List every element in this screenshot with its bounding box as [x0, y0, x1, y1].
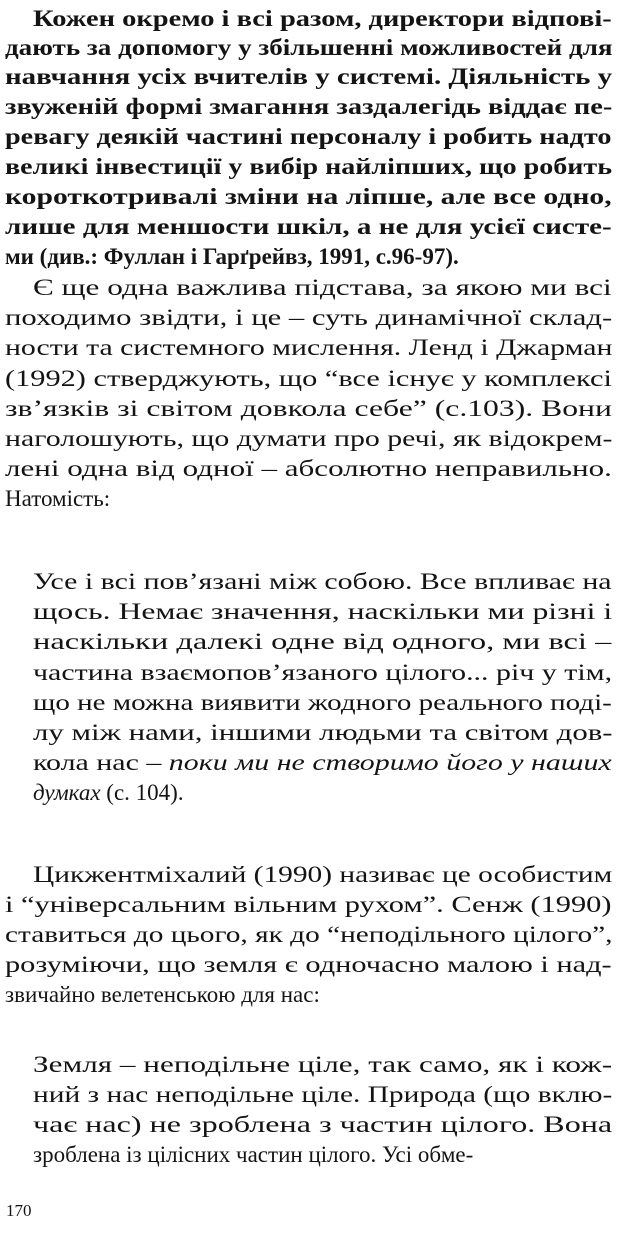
- text-line: ревагу деякій частині персоналу і робить надто: [5, 124, 612, 149]
- text-line: зв’язків зі світом довкола себе” (с.103). Вони: [5, 396, 612, 421]
- quote-line: Усе і всі пов’язані між собою. Все впливає на: [33, 569, 612, 594]
- quote-line: чає нас) не зроблена з частин цілого. Вона: [33, 1112, 613, 1137]
- text-line: Є ще одна важлива підстава, за якою ми всі: [33, 275, 612, 300]
- quote-line: що не можна виявити жодного реального поді-: [33, 690, 612, 715]
- text-line: навчання усіх вчителів у системі. Діяльність у: [5, 64, 613, 89]
- quote-text: кола нас –: [33, 750, 169, 775]
- quote-line: наскільки далекі одне від одного, ми всі –: [33, 629, 612, 654]
- quote-line: зроблена із цілісних частин цілого. Усі обме-: [33, 1142, 474, 1167]
- text-line: і “універсальним вільним рухом”. Сенж (1990): [5, 892, 612, 917]
- text-line: звуженій формі змагання заздалегідь віддає пе-: [5, 94, 613, 119]
- quote-line: частина взаємопов’язаного цілого... річ у тім,: [33, 660, 613, 685]
- page-number: 170: [6, 1201, 32, 1220]
- text-line: Цикжентміхалий (1990) називає це особистим: [33, 862, 613, 887]
- quote-citation: (с. 104).: [100, 780, 184, 805]
- quote-line: [33, 748, 612, 778]
- text-line: дають за допомогу у збільшенні можливостей для: [5, 35, 613, 60]
- text-line: походимо звідти, і це – суть динамічної склад-: [5, 305, 613, 330]
- text-line: розуміючи, що земля є одночасно малою і над-: [5, 952, 612, 977]
- text-line: ности та системного мислення. Ленд і Джарман: [5, 335, 613, 360]
- quote-italic-text: поки ми не створимо його у наших: [168, 750, 612, 775]
- quote-line: щось. Немає значення, наскільки ми різні і: [33, 599, 613, 624]
- text-line: лише для меншости шкіл, а не для усієї систе-: [5, 214, 612, 239]
- quote-line: ний з нас неподільне ціле. Природа (що вклю-: [33, 1082, 613, 1107]
- text-line: короткотривалі зміни на ліпше, але все одно,: [5, 184, 612, 209]
- text-line: наголошують, що думати про речі, як відокрем-: [5, 426, 613, 451]
- quote-line: [33, 778, 184, 808]
- text-line: великі інвестиції у вибір найліпших, що робить: [5, 154, 613, 179]
- text-line: Натомість:: [5, 486, 111, 511]
- text-line: Кожен окремо і всі разом, директори відпові-: [33, 6, 612, 31]
- text-line: ставиться до цього, як до “неподільного цілого”,: [5, 922, 613, 947]
- text-line: ми (див.: Фуллан і Гарґрейвз, 1991, с.96-97).: [5, 244, 459, 269]
- quote-line: лу між нами, іншими людьми та світом дов-: [33, 720, 613, 745]
- text-line: (1992) стверджують, що “все існує у комплексі: [5, 366, 612, 391]
- text-line: звичайно велетенською для нас:: [5, 982, 320, 1007]
- quote-italic-text: думках: [33, 780, 101, 805]
- text-line: лені одна від одної – абсолютно неправильно.: [5, 456, 612, 481]
- quote-line: Земля – неподільне ціле, так само, як і кож-: [33, 1052, 613, 1077]
